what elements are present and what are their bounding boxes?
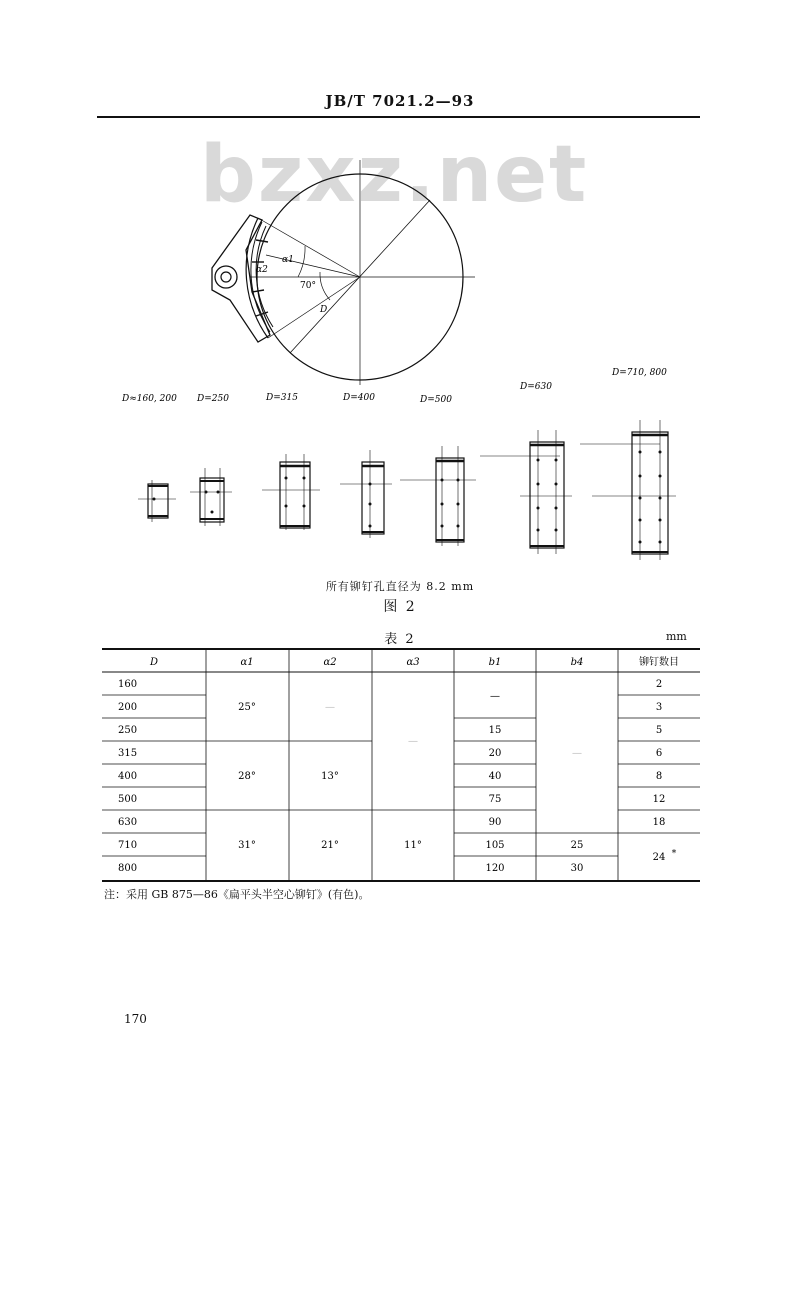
svg-text:90: 90 <box>488 817 502 828</box>
header-D: D <box>149 657 159 668</box>
svg-text:250: 250 <box>118 725 138 736</box>
size-label-500: D=500 <box>420 395 452 405</box>
svg-text:3: 3 <box>655 702 663 713</box>
svg-text:315: 315 <box>118 748 138 759</box>
svg-text:400: 400 <box>118 771 138 782</box>
svg-text:12: 12 <box>652 794 666 805</box>
header-a1: α1 <box>240 657 254 668</box>
a2-21: 21° <box>321 840 339 851</box>
rivet-holes <box>153 451 662 544</box>
table-title: 表 2 <box>384 632 416 647</box>
a2-13: 13° <box>321 771 339 782</box>
page-number: 170 <box>124 1012 147 1026</box>
column-D <box>118 679 137 874</box>
pivot-inner <box>221 272 231 282</box>
size-label-400: D=400 <box>343 393 375 403</box>
size-label-315: D=315 <box>266 393 298 403</box>
a3-dash: — <box>408 736 418 747</box>
a1-25: 25° <box>238 702 256 713</box>
svg-text:—: — <box>572 748 582 759</box>
svg-text:24: 24 <box>652 852 666 863</box>
alpha1-label: α1 <box>282 255 294 265</box>
table-2 <box>102 648 700 882</box>
document-header: JB/T 7021.2—93 <box>325 92 475 110</box>
svg-text:6: 6 <box>655 748 663 759</box>
column-b4 <box>571 748 584 874</box>
svg-text:25: 25 <box>570 840 584 851</box>
svg-text:8: 8 <box>655 771 663 782</box>
shoe-500 <box>436 458 464 542</box>
svg-text:40: 40 <box>488 771 502 782</box>
svg-text:30: 30 <box>570 863 584 874</box>
shoe-400 <box>362 462 384 534</box>
svg-text:75: 75 <box>488 794 502 805</box>
rivet-layout-figures <box>0 380 800 580</box>
svg-text:20: 20 <box>488 748 502 759</box>
svg-text:5: 5 <box>655 725 663 736</box>
column-b1 <box>485 691 504 874</box>
svg-text:18: 18 <box>652 817 666 828</box>
header-a3: α3 <box>406 657 420 668</box>
size-label-160-200: D≈160, 200 <box>122 394 177 404</box>
diameter-label: D <box>320 305 328 315</box>
header-a2: α2 <box>323 657 337 668</box>
table-note: 注：采用 GB 875—86《扁平头半空心铆钉》(有色)。 <box>104 888 370 901</box>
rivet-asterisk: * <box>671 849 677 859</box>
table-unit: mm <box>666 630 687 643</box>
a1-31: 31° <box>238 840 256 851</box>
angle-70-label: 70° <box>300 281 316 291</box>
shoe-710-800 <box>632 432 668 554</box>
svg-text:105: 105 <box>485 840 505 851</box>
svg-text:2: 2 <box>655 679 663 690</box>
svg-text:—: — <box>490 691 500 702</box>
shoe-315 <box>280 462 310 528</box>
svg-text:120: 120 <box>485 863 505 874</box>
a3-11: 11° <box>404 840 422 851</box>
shoe-250 <box>200 478 224 522</box>
a1-28: 28° <box>238 771 256 782</box>
header-rivets: 铆钉数目 <box>639 657 679 668</box>
size-label-250: D=250 <box>197 394 229 404</box>
size-label-630: D=630 <box>520 382 552 392</box>
alpha2-label: α2 <box>256 265 268 275</box>
a2-dash: — <box>325 702 335 713</box>
size-label-710-800: D=710, 800 <box>612 368 667 378</box>
svg-text:630: 630 <box>118 817 138 828</box>
column-rivets <box>653 679 677 863</box>
header-b1: b1 <box>488 657 502 668</box>
brake-wheel-diagram <box>0 0 800 405</box>
svg-text:500: 500 <box>118 794 138 805</box>
svg-text:160: 160 <box>118 679 138 690</box>
figure-caption: 图 2 <box>383 599 417 615</box>
svg-text:800: 800 <box>118 863 138 874</box>
svg-text:200: 200 <box>118 702 138 713</box>
rivet-hole-note: 所有铆钉孔直径为 8.2 mm <box>325 580 475 593</box>
shoe-630 <box>530 442 564 548</box>
header-b4: b4 <box>570 657 584 668</box>
svg-text:710: 710 <box>118 840 138 851</box>
svg-text:15: 15 <box>488 725 502 736</box>
shoe-160 <box>148 484 168 518</box>
watermark: bzxz.net <box>200 130 589 220</box>
angle-rays <box>258 218 360 338</box>
